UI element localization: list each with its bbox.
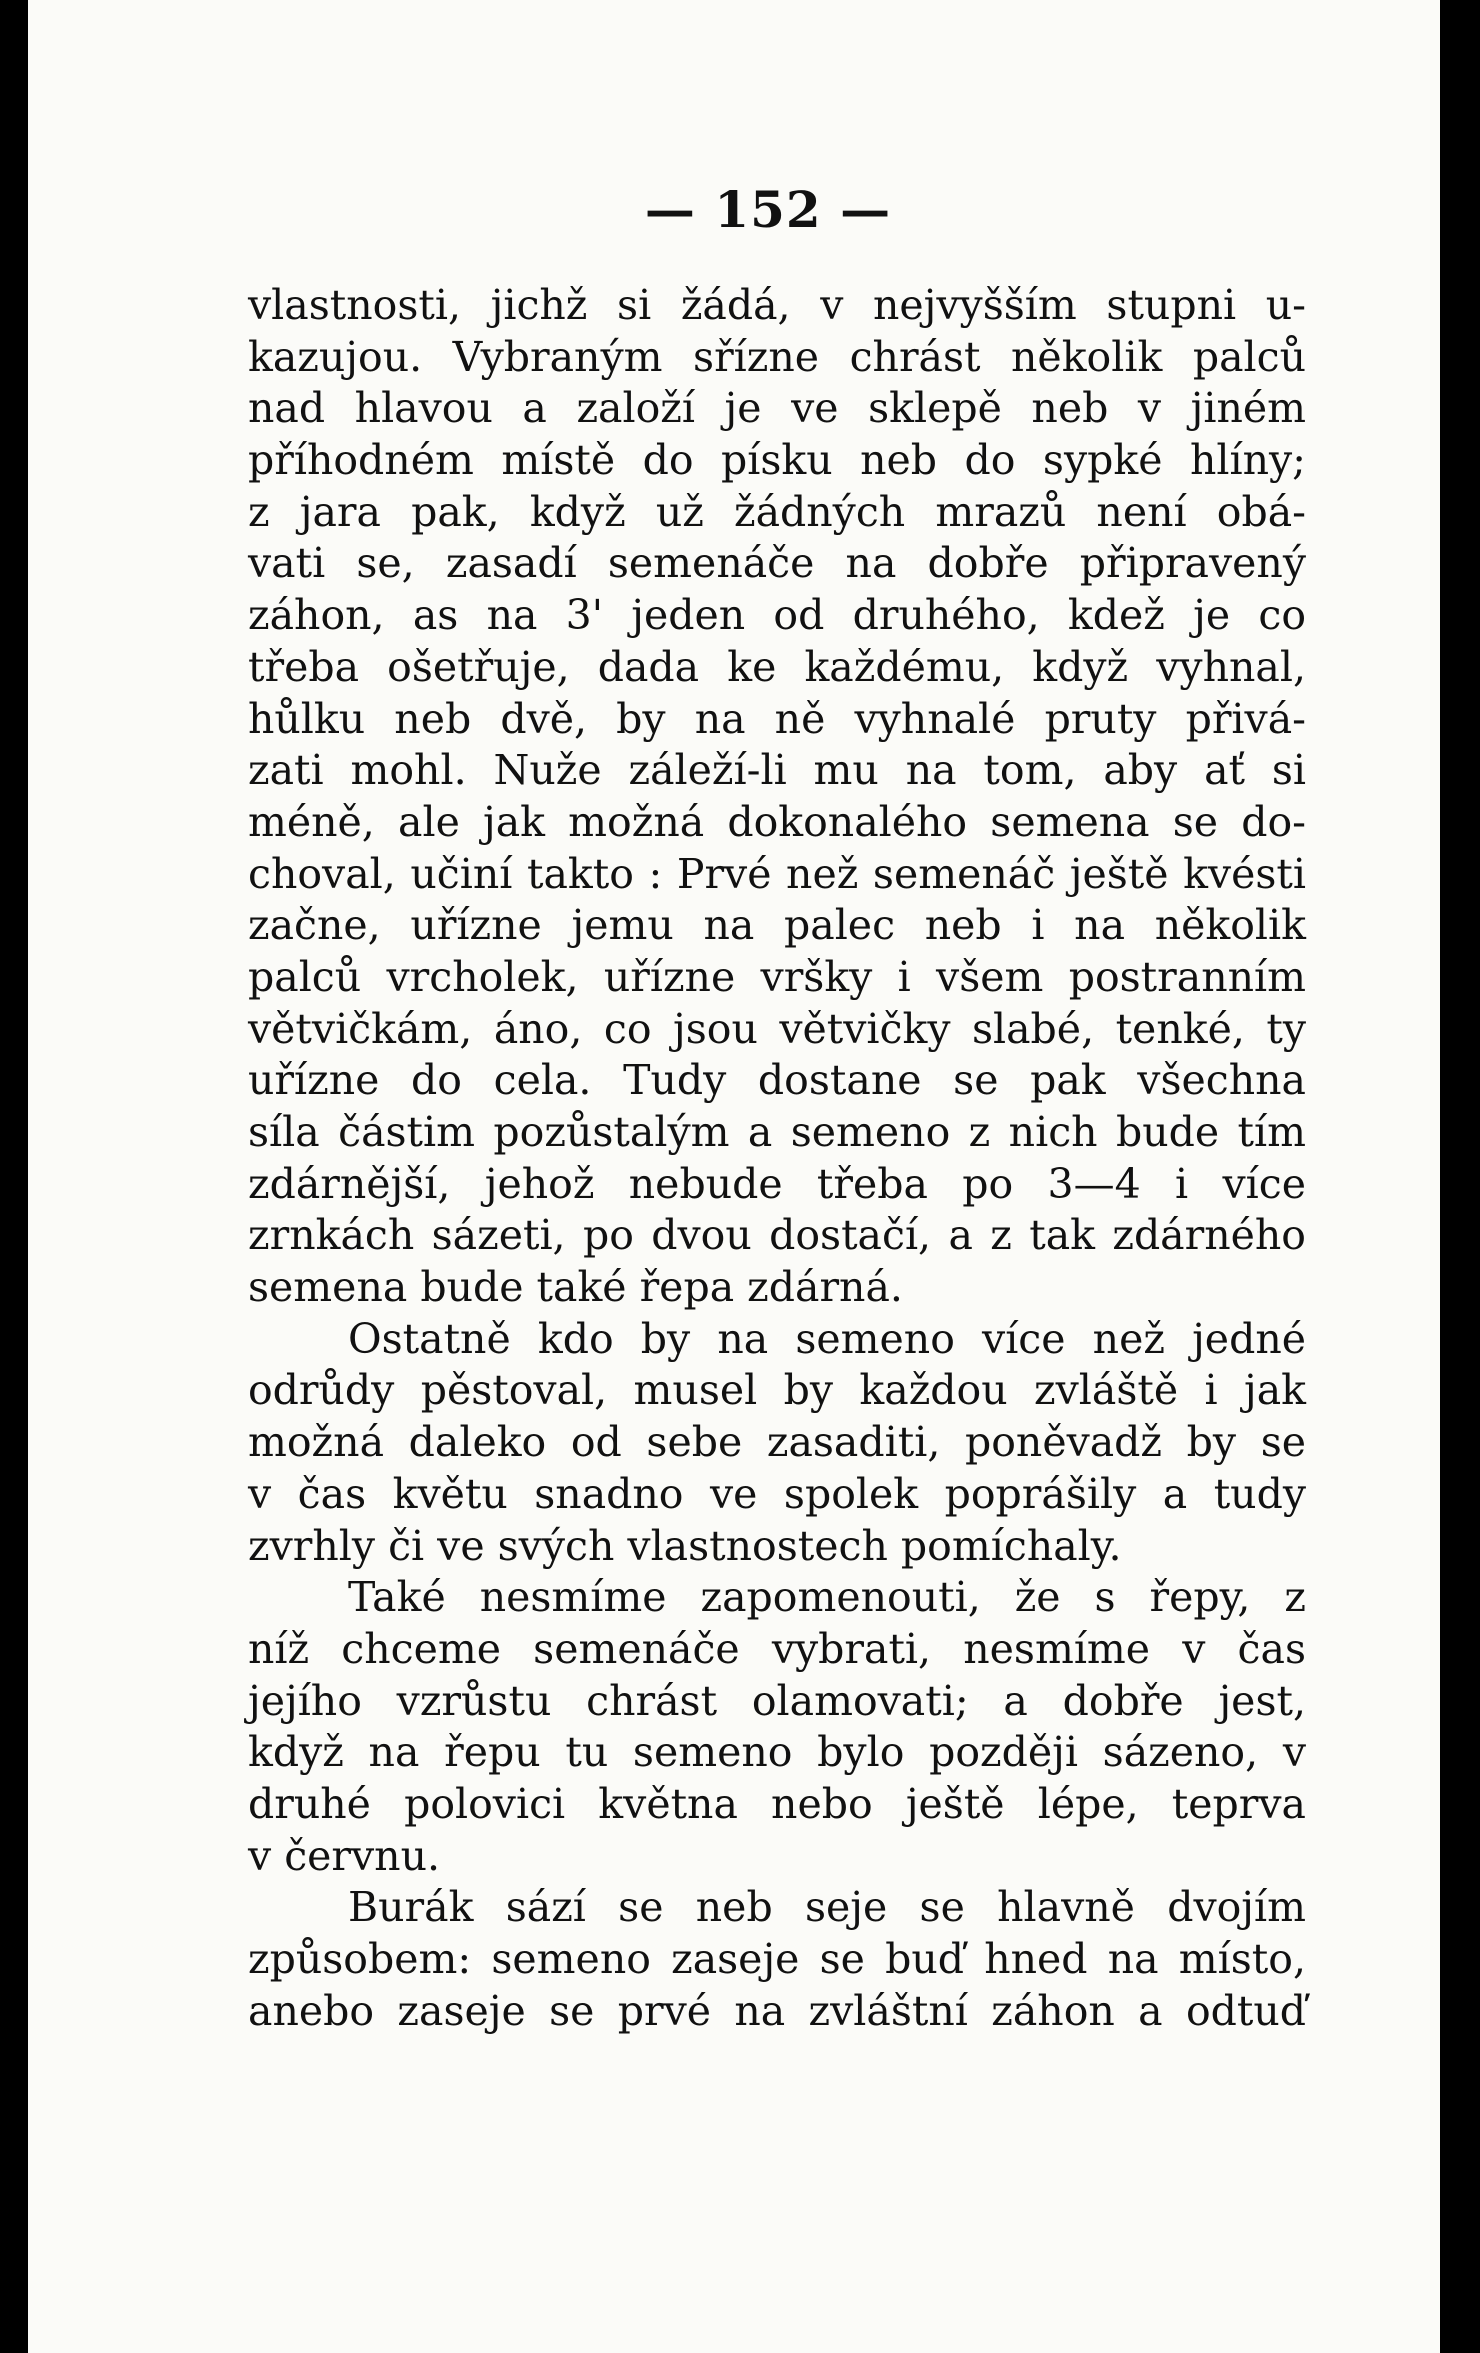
text-line: z jara pak, když už žádných mrazů není obá- bbox=[248, 487, 1306, 536]
text-line: anebo zaseje se prvé na zvláštní záhon a odtuď bbox=[248, 1986, 1306, 2035]
text-line: méně, ale jak možná dokonalého semena se do- bbox=[248, 797, 1306, 846]
text-line: zrnkách sázeti, po dvou dostačí, a z tak zdárného bbox=[248, 1211, 1306, 1260]
text-line: vati se, zasadí semenáče na dobře připravený bbox=[248, 539, 1306, 588]
text-line: jejího vzrůstu chrást olamovati; a dobře jest, bbox=[248, 1676, 1306, 1725]
text-line: záhon, as na 3' jeden od druhého, kdež je co bbox=[248, 591, 1306, 640]
text-line: zdárnější, jehož nebude třeba po 3—4 i více bbox=[248, 1159, 1306, 1208]
text-line: v čas květu snadno ve spolek poprášily a tudy bbox=[248, 1469, 1306, 1518]
text-line-paragraph-start: Ostatně kdo by na semeno více než jedné bbox=[348, 1314, 1306, 1363]
text-line: odrůdy pěstoval, musel by každou zvláště i jak bbox=[248, 1366, 1306, 1415]
text-line: možná daleko od sebe zasaditi, poněvadž by se bbox=[248, 1418, 1306, 1467]
text-line-paragraph-end: zvrhly či ve svých vlastnostech pomíchaly. bbox=[248, 1521, 1122, 1570]
text-line-paragraph-end: semena bude také řepa zdárná. bbox=[248, 1263, 903, 1312]
text-line: druhé polovici května nebo ještě lépe, teprva bbox=[248, 1779, 1306, 1828]
text-line: začne, uřízne jemu na palec neb i na několik bbox=[248, 901, 1306, 950]
text-line: uřízne do cela. Tudy dostane se pak všechna bbox=[248, 1056, 1306, 1105]
text-line: nad hlavou a založí je ve sklepě neb v jiném bbox=[248, 384, 1306, 433]
text-line: níž chceme semenáče vybrati, nesmíme v čas bbox=[248, 1624, 1306, 1673]
text-line: větvičkám, áno, co jsou větvičky slabé, tenké, ty bbox=[248, 1004, 1306, 1053]
text-line-paragraph-start: Burák sází se neb seje se hlavně dvojím bbox=[348, 1883, 1306, 1932]
text-line: příhodném místě do písku neb do sypké hlíny; bbox=[248, 436, 1306, 485]
text-line: choval, učiní takto : Prvé než semenáč ještě kvésti bbox=[248, 849, 1306, 898]
text-line-paragraph-start: Také nesmíme zapomenouti, že s řepy, z bbox=[348, 1573, 1306, 1622]
text-line: síla částim pozůstalým a semeno z nich bude tím bbox=[248, 1108, 1306, 1156]
text-line: kazujou. Vybraným sřízne chrást několik palců bbox=[248, 332, 1306, 381]
text-line: způsobem: semeno zaseje se buď hned na místo, bbox=[248, 1935, 1306, 1983]
text-line: palců vrcholek, uřízne vršky i všem postranním bbox=[248, 952, 1306, 1001]
page-number: — 152 — bbox=[644, 180, 892, 239]
text-line: třeba ošetřuje, dada ke každému, když vyhnal, bbox=[248, 642, 1306, 691]
text-line: zati mohl. Nuže záleží-li mu na tom, aby ať si bbox=[248, 746, 1306, 795]
body-text bbox=[248, 280, 1306, 2037]
book-page bbox=[28, 0, 1460, 2353]
text-line: hůlku neb dvě, by na ně vyhnalé pruty přivá- bbox=[248, 694, 1306, 743]
page-edge-shadow bbox=[1440, 0, 1460, 2353]
text-line-paragraph-end: v červnu. bbox=[248, 1831, 441, 1880]
text-line: vlastnosti, jichž si žádá, v nejvyšším stupni u- bbox=[248, 281, 1306, 329]
text-line: když na řepu tu semeno bylo později sázeno, v bbox=[248, 1728, 1306, 1777]
